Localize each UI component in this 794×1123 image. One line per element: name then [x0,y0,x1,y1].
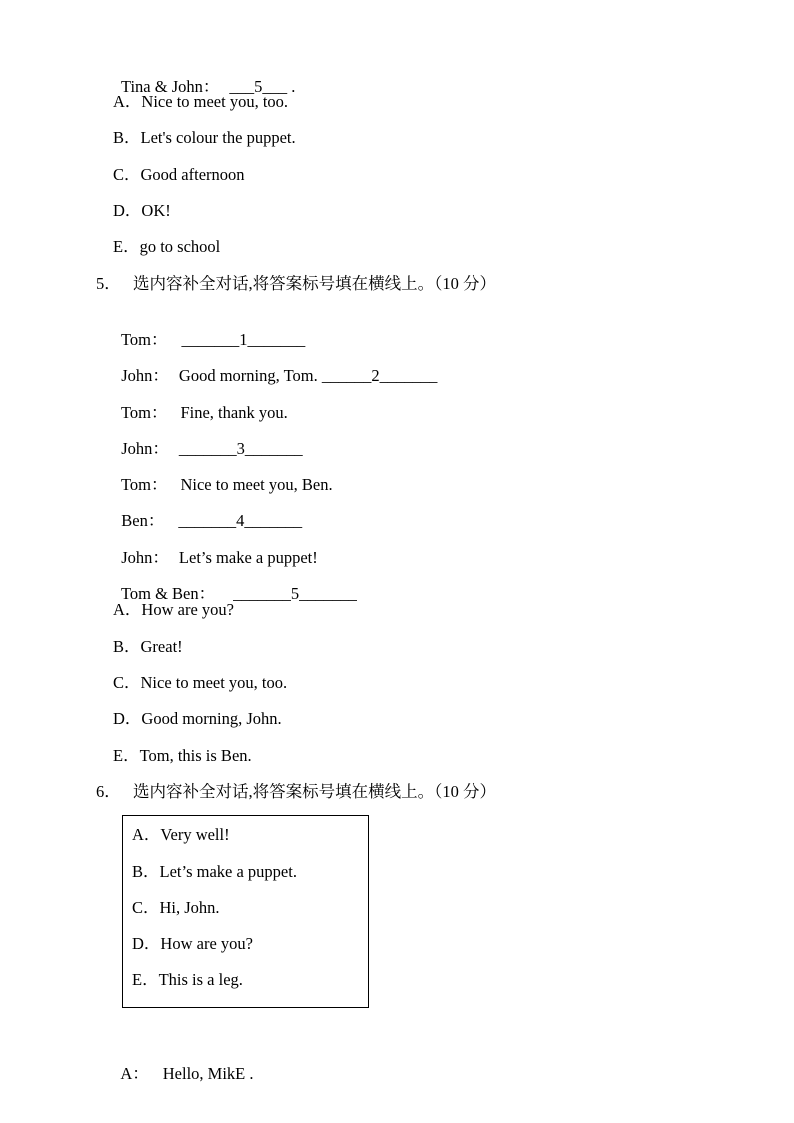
speaker-label: Tom： [120,330,168,349]
option-e: E．go to school [113,237,221,256]
speaker-label: John： [121,548,169,567]
dialogue-line-tina-john [113,57,295,97]
q5-dialogue-line-2 [113,346,437,386]
q5-dialogue-line-4 [113,419,303,459]
q6-dialogue-line-1 [113,1044,254,1084]
speaker-label: Tom： [120,403,168,422]
speaker-label: John： [121,366,169,385]
option-a: A．Nice to meet you, too. [113,92,289,111]
q5-dialogue-line-8 [113,564,357,604]
options-box [122,815,369,1008]
dialogue-text: Good morning, Tom. ______2_______ [178,366,438,385]
speaker-label: Tina & John： [120,77,220,96]
speaker-label: John： [121,439,169,458]
question-5-number: 5． [96,274,121,293]
option-b: B．Let's colour the puppet. [113,128,296,147]
speaker-label: A： [120,1064,149,1083]
q5-option-d: D．Good morning, John. [113,709,282,728]
q5-dialogue-line-3 [113,383,288,423]
speaker-label: Tom： [120,475,168,494]
q5-option-c: C．Nice to meet you, too. [113,673,288,692]
q5-dialogue-line-7 [113,528,318,568]
box-option-b: B．Let’s make a puppet. [132,862,297,881]
dialogue-text: _______5_______ [233,584,357,603]
speaker-label: Tom & Ben： [120,584,216,603]
q5-option-a: A．How are you? [113,600,234,619]
q5-option-e: E．Tom, this is Ben. [113,746,252,765]
option-c: C．Good afternoon [113,165,245,184]
dialogue-text: _______1_______ [181,330,306,349]
dialogue-text: Hello, MikE . [162,1064,254,1083]
answer-blank: ___5___ . [229,77,296,96]
box-option-e: E．This is a leg. [132,970,243,989]
question-5-instruction: 选内容补全对话,将答案标号填在横线上。（10 分） [133,274,496,293]
q5-dialogue-line-5 [113,455,333,495]
box-option-d: D．How are you? [132,934,253,953]
q5-dialogue-line-6 [113,491,302,531]
option-d: D．OK! [113,201,171,220]
box-option-a: A．Very well! [132,825,230,844]
question-6-number: 6． [96,782,121,801]
dialogue-text: Fine, thank you. [180,403,288,422]
dialogue-text: _______3_______ [178,439,303,458]
q5-option-b: B．Great! [113,637,183,656]
dialogue-text: Nice to meet you, Ben. [180,475,333,494]
dialogue-text: _______4_______ [178,511,303,530]
question-6-instruction: 选内容补全对话,将答案标号填在横线上。（10 分） [133,782,496,801]
speaker-label: Ben： [121,511,165,530]
box-option-c: C．Hi, John. [132,898,220,917]
dialogue-text: Let’s make a puppet! [178,548,318,567]
q5-dialogue-line-1 [113,310,305,350]
